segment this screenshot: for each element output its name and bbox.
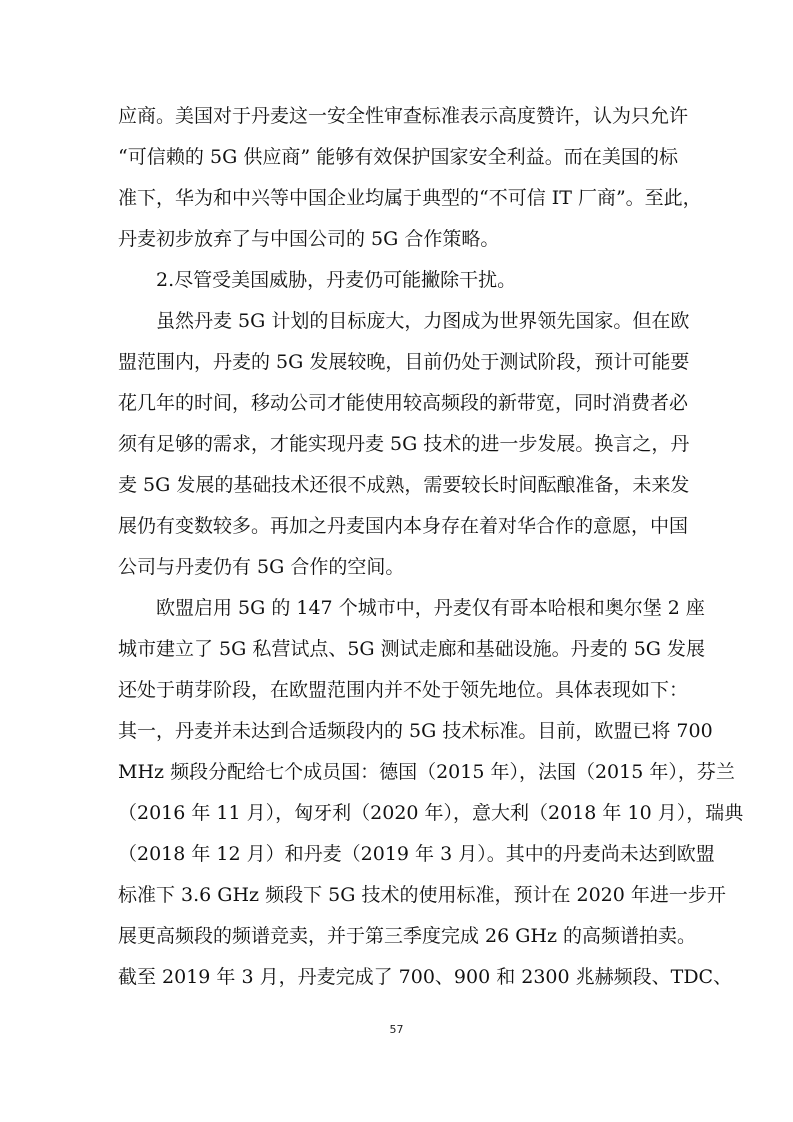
body-text [118, 96, 744, 998]
text-line: 城市建立了 5G 私营试点、5G 测试走廊和基础设施。丹麦的 5G 发展 [118, 638, 705, 660]
text-line: 丹麦初步放弃了与中国公司的 5G 合作策略。 [118, 228, 500, 250]
text-line: （2016 年 11 月），匈牙利（2020 年），意大利（2018 年 10 月），瑞典 [118, 802, 744, 824]
text-line: 花几年的时间，移动公司才能使用较高频段的新带宽，同时消费者必 [118, 392, 689, 414]
text-line: MHz 频段分配给七个成员国：德国（2015 年），法国（2015 年），芬兰 [118, 761, 735, 783]
text-line: 准下，华为和中兴等中国企业均属于典型的“不可信 IT 厂商”。至此， [118, 187, 702, 209]
text-line: 展更高频段的频谱竞卖，并于第三季度完成 26 GHz 的高频谱拍卖。 [118, 925, 697, 947]
text-line: 虽然丹麦 5G 计划的目标庞大，力图成为世界领先国家。但在欧 [156, 310, 690, 332]
text-line: 应商。美国对于丹麦这一安全性审查标准表示高度赞许，认为只允许 [118, 105, 689, 127]
section-heading: 2.尽管受美国威胁，丹麦仍可能撇除干扰。 [156, 269, 517, 291]
page-number: 57 [389, 1023, 404, 1036]
text-line: 标准下 3.6 GHz 频段下 5G 技术的使用标准，预计在 2020 年进一步开 [118, 884, 726, 906]
text-line: 麦 5G 发展的基础技术还很不成熟，需要较长时间酝酿准备，未来发 [118, 474, 690, 496]
text-line: 须有足够的需求，才能实现丹麦 5G 技术的进一步发展。换言之，丹 [118, 433, 690, 455]
text-line: 欧盟启用 5G 的 147 个城市中，丹麦仅有哥本哈根和奥尔堡 2 座 [156, 597, 705, 619]
text-line: 截至 2019 年 3 月，丹麦完成了 700、900 和 2300 兆赫频段、TDC、 [118, 966, 733, 988]
text-line: 其一，丹麦并未达到合适频段内的 5G 技术标准。目前，欧盟已将 700 [118, 720, 713, 742]
text-line: 公司与丹麦仍有 5G 合作的空间。 [118, 556, 405, 578]
text-line: （2018 年 12 月）和丹麦（2019 年 3 月）。其中的丹麦尚未达到欧盟 [118, 843, 715, 865]
text-line: 展仍有变数较多。再加之丹麦国内本身存在着对华合作的意愿，中国 [118, 515, 689, 537]
text-line: “可信赖的 5G 供应商” 能够有效保护国家安全利益。而在美国的标 [118, 146, 678, 168]
text-line: 盟范围内，丹麦的 5G 发展较晚，目前仍处于测试阶段，预计可能要 [118, 351, 690, 373]
text-line: 还处于萌芽阶段，在欧盟范围内并不处于领先地位。具体表现如下： [118, 679, 689, 701]
